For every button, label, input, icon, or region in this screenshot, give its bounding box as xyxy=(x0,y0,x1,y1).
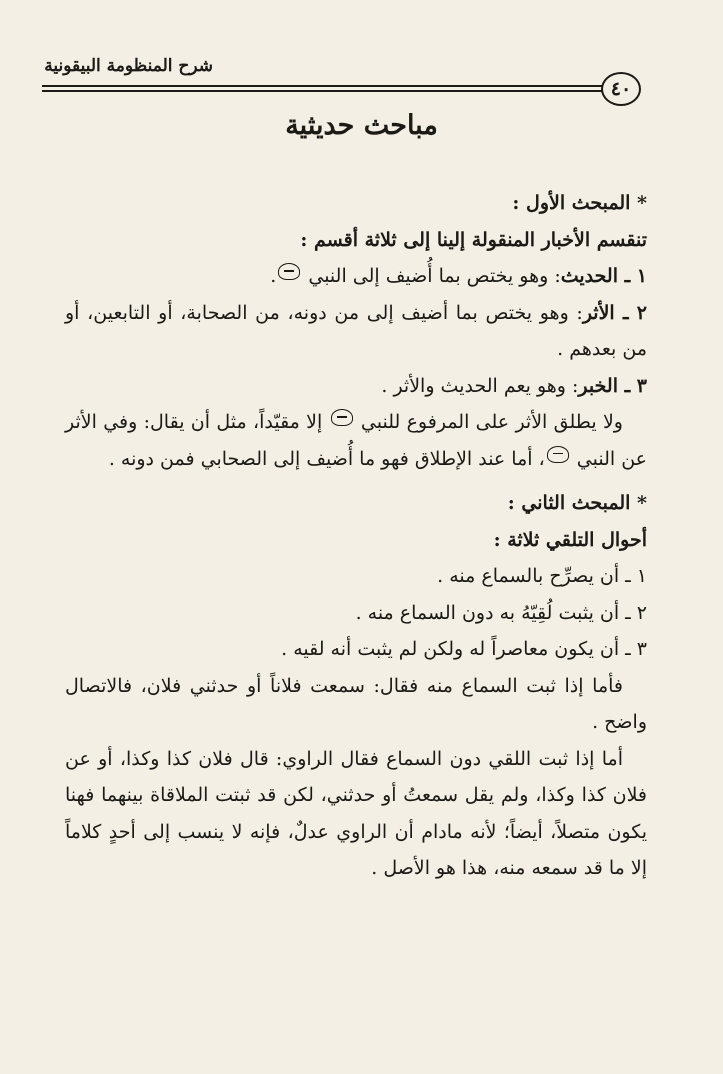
item-end: . xyxy=(270,265,277,287)
header-rule-bottom xyxy=(42,90,605,92)
running-title: شرح المنظومة البيقونية xyxy=(44,56,213,76)
paragraph-text: ولا يطلق الأثر على المرفوع للنبي xyxy=(360,411,623,433)
item-term: ٢ ـ الأثر xyxy=(582,301,647,324)
second-topic-intro: أحوال التلقي ثلاثة : xyxy=(493,528,647,551)
salawat-ligature-icon xyxy=(331,409,353,426)
item-text: : وهو يختص بما أضيف إلى من دونه، من الصحابة، أو التابعين، أو من بعدهم . xyxy=(65,301,647,360)
paragraph xyxy=(65,404,647,477)
paragraph-text: إلا مقيّداً، مثل أن يقال: وفي الأثر عن النبي xyxy=(65,411,647,470)
body-text xyxy=(65,185,647,887)
paragraph: أما إذا ثبت اللقي دون السماع فقال الراوي: قال فلان كذا وكذا، أو عن فلان كذا وكذا، ولم يقل سمعتُ أو حدثني، لكن قد ثبتت الملاقاة بينهما فهنا يكون متصلاً، أيضاً؛ لأنه مادام أن الراوي عدلٌ، فإنه لا ينسب إلى أحدٍ كلاماً إلا ما قد سمعه منه، هذا هو الأصل . xyxy=(65,747,647,879)
list-item: ١ ـ أن يصرِّح بالسماع منه . xyxy=(437,565,647,587)
item-text: : وهو يختص بما أُضيف إلى النبي xyxy=(308,265,561,287)
item-term: ١ ـ الحديث xyxy=(560,265,647,287)
item-term: ٣ ـ الخبر xyxy=(578,374,647,397)
salawat-ligature-icon xyxy=(547,446,569,463)
first-topic-intro: تنقسم الأخبار المنقولة إلينا إلى ثلاثة أقسم : xyxy=(300,228,647,251)
list-item xyxy=(65,258,647,295)
paragraph-text: ، أما عند الإطلاق فهو ما أُضيف إلى الصحابي فمن دونه . xyxy=(108,447,545,470)
list-item xyxy=(65,295,647,368)
header-rule-top xyxy=(42,85,605,87)
list-item: ٣ ـ أن يكون معاصراً له ولكن لم يثبت أنه لقيه . xyxy=(281,638,647,660)
first-topic-heading: * المبحث الأول : xyxy=(512,192,647,214)
salawat-ligature-icon xyxy=(278,263,300,280)
list-item xyxy=(65,368,647,405)
page-number: ٤٠ xyxy=(601,72,641,106)
section-title: مباحث حديثية xyxy=(285,110,438,141)
second-topic-heading: * المبحث الثاني : xyxy=(507,492,647,514)
paragraph: فأما إذا ثبت السماع منه فقال: سمعت فلاناً أو حدثني فلان، فالاتصال واضح . xyxy=(65,674,647,733)
list-item: ٢ ـ أن يثبت لُقِيّهُ به دون السماع منه . xyxy=(355,601,647,624)
item-text: : وهو يعم الحديث والأثر . xyxy=(381,374,579,397)
